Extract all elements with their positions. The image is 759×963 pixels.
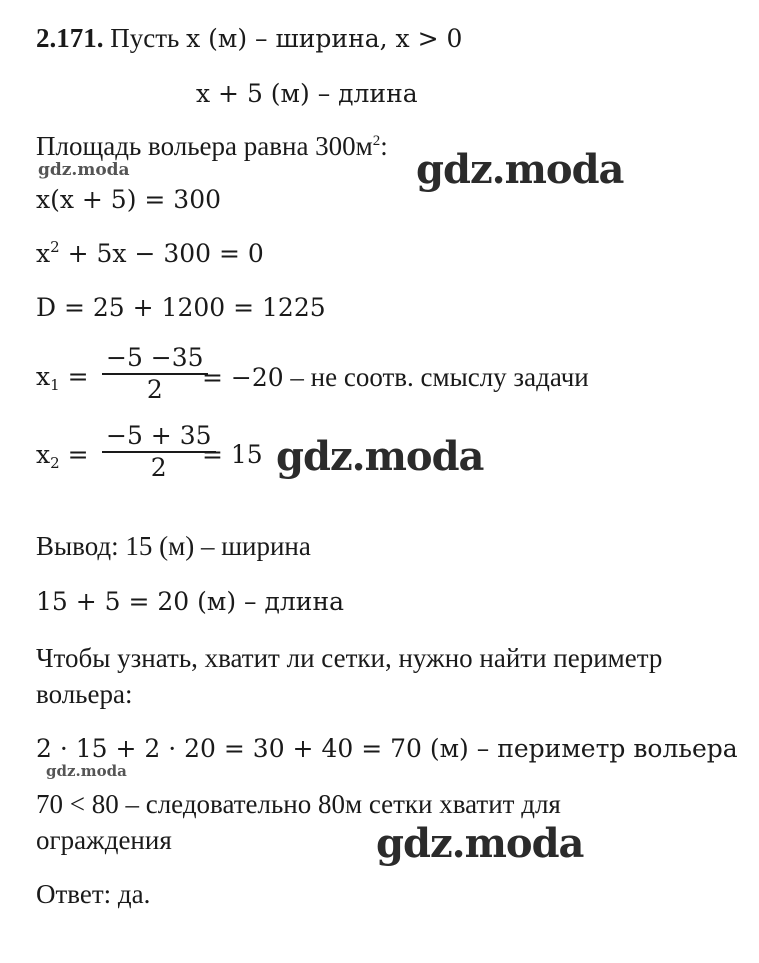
root1-lhs xyxy=(36,361,89,393)
root2-fraction xyxy=(102,421,216,483)
root2-denominator: 2 xyxy=(150,453,167,482)
equation-2 xyxy=(36,238,264,270)
root1-comment: – не соотв. смыслу задачи xyxy=(283,362,589,392)
intro-word: Пусть xyxy=(110,23,180,53)
eq2-var: x xyxy=(36,239,51,268)
root1-result: = −20 xyxy=(202,363,284,392)
equation-1: x(x + 5) = 300 xyxy=(36,185,222,214)
eq2-rest: + 5x − 300 = 0 xyxy=(67,239,264,268)
root2-eq: = xyxy=(67,440,89,469)
root1-numerator: −5 −35 xyxy=(106,343,204,372)
perimeter-equation: 2 · 15 + 2 · 20 = 30 + 40 = 70 (м) – периметр вольера xyxy=(36,734,738,763)
length-definition: x + 5 (м) – длина xyxy=(196,79,418,108)
root1-fraction xyxy=(102,343,208,405)
root1-index: 1 xyxy=(50,376,60,394)
compare-line-1: 70 < 80 – следовательно 80м сетки хватит для xyxy=(36,789,561,819)
answer: Ответ: да. xyxy=(36,879,151,909)
watermark-large-2: gdz.moda xyxy=(276,433,484,480)
eq2-power: 2 xyxy=(50,238,60,256)
root1-eq: = xyxy=(67,362,89,391)
discriminant: D = 25 + 1200 = 1225 xyxy=(36,293,326,322)
root1-denominator: 2 xyxy=(146,375,163,404)
watermark-large-3: gdz.moda xyxy=(376,820,584,867)
problem-number: 2.171. xyxy=(36,23,104,53)
root2-numerator: −5 + 35 xyxy=(106,421,212,450)
area-power: 2 xyxy=(372,133,381,149)
problem-header xyxy=(36,22,462,55)
root2-lhs xyxy=(36,439,89,471)
root2-result: = 15 xyxy=(202,440,263,469)
width-definition: x (м) – ширина, x > 0 xyxy=(186,24,463,53)
question-line-2: вольера: xyxy=(36,679,133,709)
watermark-small-1: gdz.moda xyxy=(38,160,130,180)
watermark-large-1: gdz.moda xyxy=(416,146,624,193)
watermark-small-2: gdz.moda xyxy=(46,762,127,780)
root1-result-line xyxy=(202,361,589,394)
root1-var: x xyxy=(36,362,51,391)
conclusion-length: 15 + 5 = 20 (м) – длина xyxy=(36,587,345,616)
area-colon: : xyxy=(380,131,388,161)
root2-var: x xyxy=(36,440,51,469)
compare-line-2: ограждения xyxy=(36,825,172,855)
area-statement xyxy=(36,130,388,162)
root2-index: 2 xyxy=(50,454,60,472)
conclusion-width: Вывод: 15 (м) – ширина xyxy=(36,531,311,561)
area-text: Площадь вольера равна 300м xyxy=(36,131,373,161)
question-line-1: Чтобы узнать, хватит ли сетки, нужно найти периметр xyxy=(36,643,663,673)
